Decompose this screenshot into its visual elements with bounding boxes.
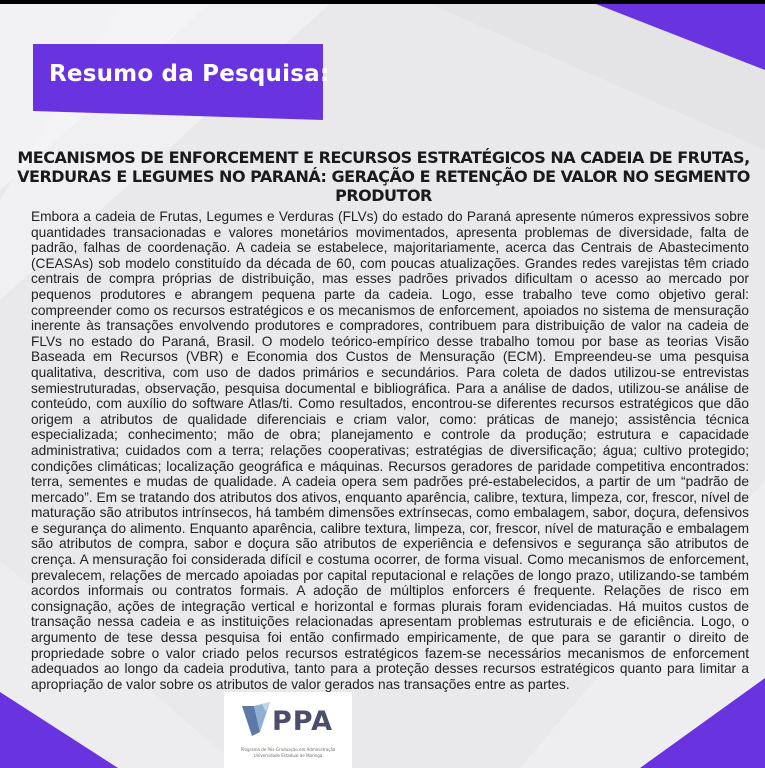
ppa-logo-name: PPA — [272, 706, 333, 737]
article-title: MECANISMOS DE ENFORCEMENT E RECURSOS ESTRATÉGICOS NA CADEIA DE FRUTAS, VERDURAS E LEGUMES NO PARANÁ: GERAÇÃO E RETENÇÃO DE VALOR NO SEGMENTO PRODUTOR — [17, 148, 750, 205]
article-abstract: Embora a cadeia de Frutas, Legumes e Verduras (FLVs) do estado do Paraná apresente números expressivos sobre quantidades transacionadas e valores monetários movimentados, apresenta problemas de diversidade, falta de padrão, falhas de coordenação. A cadeia se estabelece, majoritariamente, acerca das Centrais de Abastecimento (CEASAs) sob modelo constituído da década de 60, com poucas atualizações. Grandes redes varejistas têm criado centrais de compra próprias de distribuição, mas esses padrões privados dificultam o acesso ao mercado por pequenos produtores e abrangem pequena parte da cadeia. Logo, esse trabalho teve como objetivo geral: compreender como os recursos estratégicos e os mecanismos de enforcement, apoiados no sistema de mensuração inerente às transações envolvendo produtores e compradores, contribuem para distribuição de valor na cadeia de FLVs no estado do Paraná, Brasil. O modelo teórico-empírico desse trabalho tomou por base as teorias Visão Baseada em Recursos (VBR) e Economia dos Custos de Mensuração (ECM). Empreendeu-se uma pesquisa qualitativa, descritiva, com uso de dados primários e secundários. Para coleta de dados utilizou-se entrevistas semiestruturadas, observação, pesquisa documental e bibliográfica. Para a análise de dados, utilizou-se análise de conteúdo, com auxílio do software Atlas/ti. Como resultados, encontrou-se diferentes recursos estratégicos que dão origem a atributos de qualidade diferenciais e criam valor, como: práticas de manejo; assistência técnica especializada; conhecimento; mão de obra; planejamento e controle da produção; estrutura e capacidade administrativa; cuidados com a terra; relações cooperativas; estratégias de diversificação; água; cultivo protegido; condições climáticas; localização geográfica e máquinas. Recursos geradores de paridade competitiva encontrados: terra, sementes e mudas de qualidade. A cadeia opera sem padrões pré-estabelecidos, a partir de um “padrão de mercado”. Em se tratando dos atributos dos ativos, enquanto aparência, calibre, textura, limpeza, cor, frescor, nível de maturação são atributos intrínsecos, há também dimensões extrínsecas, como embalagem, sabor, doçura, defensivos e segurança do alimento. Enquanto aparência, calibre textura, limpeza, cor, frescor, nível de maturação e embalagem são atributos de compra, sabor e doçura são atributos de experiência e defensivos e segurança são atributos de crença. A mensuração foi considerada difícil e costuma ocorrer, de forma visual. Como mecanismos de enforcement, prevalecem, relações de mercado apoiadas por capital reputacional e relações de longo prazo, utilizando-se também acordos informais ou contratos formais. A adoção de múltiplos enforcers é frequente. Relações de risco em consignação, ações de integração vertical e horizontal e formas plurais foram evidenciadas. Há muitos custos de transação nessa cadeia e as instituições relacionadas apresentam problemas estruturais e de eficiência. Logo, o argumento de tese dessa pesquisa foi então confirmado empiricamente, de que para se garantir o direito de propriedade sobre o valor criado pelos recursos estratégicos fazem-se necessários mecanismos de enforcement adequados ao longo da cadeia produtiva, tanto para a proteção desses recursos estratégicos quanto para limitar a apropriação de valor sobre os atributos de valor gerados nas transações entre as partes. — [31, 209, 749, 692]
section-header-label: Resumo da Pesquisa: — [49, 61, 330, 87]
ppa-logo-icon — [240, 702, 272, 738]
ppa-logo-subtitle-1: Programa de Pós-Graduação em Administração — [240, 747, 336, 752]
ppa-logo-subtitle-2: Universidade Estadual de Maringá — [253, 753, 323, 758]
section-header-badge — [33, 44, 330, 120]
ppa-logo — [224, 692, 352, 768]
